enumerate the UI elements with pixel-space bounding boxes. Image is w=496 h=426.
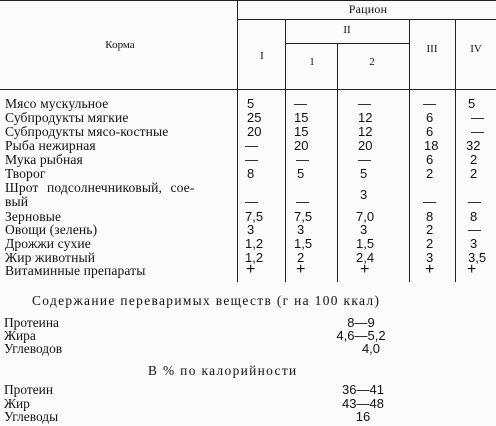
column-divider [285,19,286,282]
row-label: Субпродукты мягкие [5,110,129,125]
column-header-ii-1: 1 [309,56,315,68]
table-cell: 1,5 [294,236,313,251]
row-label: Шрот подсолнечниковый, сое- [5,180,195,195]
table-cell: 7,5 [245,209,264,224]
header-bottom-rule [0,89,496,90]
row-label: Овощи (зелень) [5,222,98,237]
row-label: Витаминные препараты [5,263,146,278]
ration-column-header: Рацион [348,2,388,16]
row-label: Мясо мускульное [5,96,109,111]
table-cell: — [294,96,307,111]
column-header-iii: III [426,43,438,55]
table-cell: 5 [468,96,476,111]
row-label: Мука рыбная [5,152,83,167]
column-divider [409,19,410,282]
table-cell: + [296,261,306,278]
table-cell: 18 [424,138,439,153]
group-ii-header: II [343,24,351,36]
table-cell: 3 [247,222,255,237]
table-cell: 3 [470,236,478,251]
table-cell: — [468,222,481,237]
table-cell: — [296,152,309,167]
nutrient-value: 36—41 [342,382,384,397]
nutrient-value: 16 [355,409,371,424]
column-divider [237,0,238,282]
table-cell: 32 [466,138,481,153]
row-label: Зерновые [5,209,62,224]
row-label: Дрожжи сухие [5,236,91,251]
nutrient-label: Жир [4,396,30,411]
table-cell: 12 [358,110,373,125]
row-label-continued: вый [5,194,29,209]
table-cell: 15 [294,124,309,139]
table-top-border [0,0,496,1]
table-cell: 5 [297,166,305,181]
table-cell: 6 [426,124,434,139]
nutrient-value: 4,0 [361,341,381,356]
table-cell: 20 [247,124,262,139]
table-cell: — [468,194,481,209]
table-cell: 8 [470,209,478,224]
nutrient-value: 4,6—5,2 [336,328,386,343]
nutrient-label: Протеина [4,315,59,330]
table-cell: 15 [294,110,309,125]
column-divider [455,19,456,282]
table-cell: 3 [297,222,305,237]
table-cell: 1,2 [245,236,264,251]
nutrient-value: 43—48 [342,396,384,411]
table-cell: 5 [247,96,255,111]
table-cell: — [245,152,258,167]
column-header-iv: IV [470,43,482,55]
table-cell: + [246,261,256,278]
table-cell: — [296,194,309,209]
table-cell: 2 [426,222,434,237]
table-cell: — [471,110,484,125]
nutrient-label: Протеин [4,382,54,397]
caloric-section-title: В % по калорийности [148,363,298,378]
table-cell: — [471,124,484,139]
table-cell: 1,2 [245,250,264,265]
table-cell: — [358,96,371,111]
table-cell: — [423,96,436,111]
table-cell: 2 [470,152,478,167]
nutrient-label: Жира [4,328,36,343]
row-label: Жир животный [5,250,96,265]
digestible-section-title: Содержание переваримых веществ (г на 100 ккал) [32,293,381,308]
ration-header-rule [238,19,496,20]
feed-column-header: Корма [105,39,135,51]
group-header-rule [286,43,409,44]
table-cell: — [423,194,436,209]
table-cell: 3 [426,250,434,265]
table-cell: 2 [426,236,434,251]
table-cell: 3 [360,187,368,202]
table-cell: 25 [247,110,262,125]
row-label: Рыба нежирная [5,138,96,153]
table-cell: + [425,261,435,278]
column-divider [337,43,338,282]
table-cell: 2,4 [356,250,375,265]
table-cell: — [245,138,258,153]
table-cell: 3,5 [468,250,487,265]
table-cell: 12 [358,124,373,139]
table-cell: 2 [426,166,434,181]
table-cell: 7,0 [356,209,375,224]
table-cell: — [245,194,258,209]
table-cell: 5 [360,166,368,181]
table-cell: 1,5 [356,236,375,251]
nutrient-label: Углеводы [4,409,59,424]
table-cell: 2 [297,250,305,265]
table-cell: 3 [360,222,368,237]
column-header-i: I [260,50,264,62]
table-cell: — [358,152,371,167]
table-cell: + [360,261,370,278]
table-cell: 2 [470,166,478,181]
table-cell: + [467,261,477,278]
table-cell: 8 [247,166,255,181]
nutrient-label: Углеводов [4,341,63,356]
table-cell: 6 [426,110,434,125]
row-label: Субпродукты мясо-костные [5,124,169,139]
column-header-ii-2: 2 [369,56,375,68]
table-cell: 8 [426,209,434,224]
table-cell: 20 [294,138,309,153]
table-cell: 7,5 [294,209,313,224]
nutrient-value: 8—9 [347,315,375,330]
table-cell: 6 [426,152,434,167]
table-cell: 20 [358,138,373,153]
row-label: Творог [5,166,46,181]
